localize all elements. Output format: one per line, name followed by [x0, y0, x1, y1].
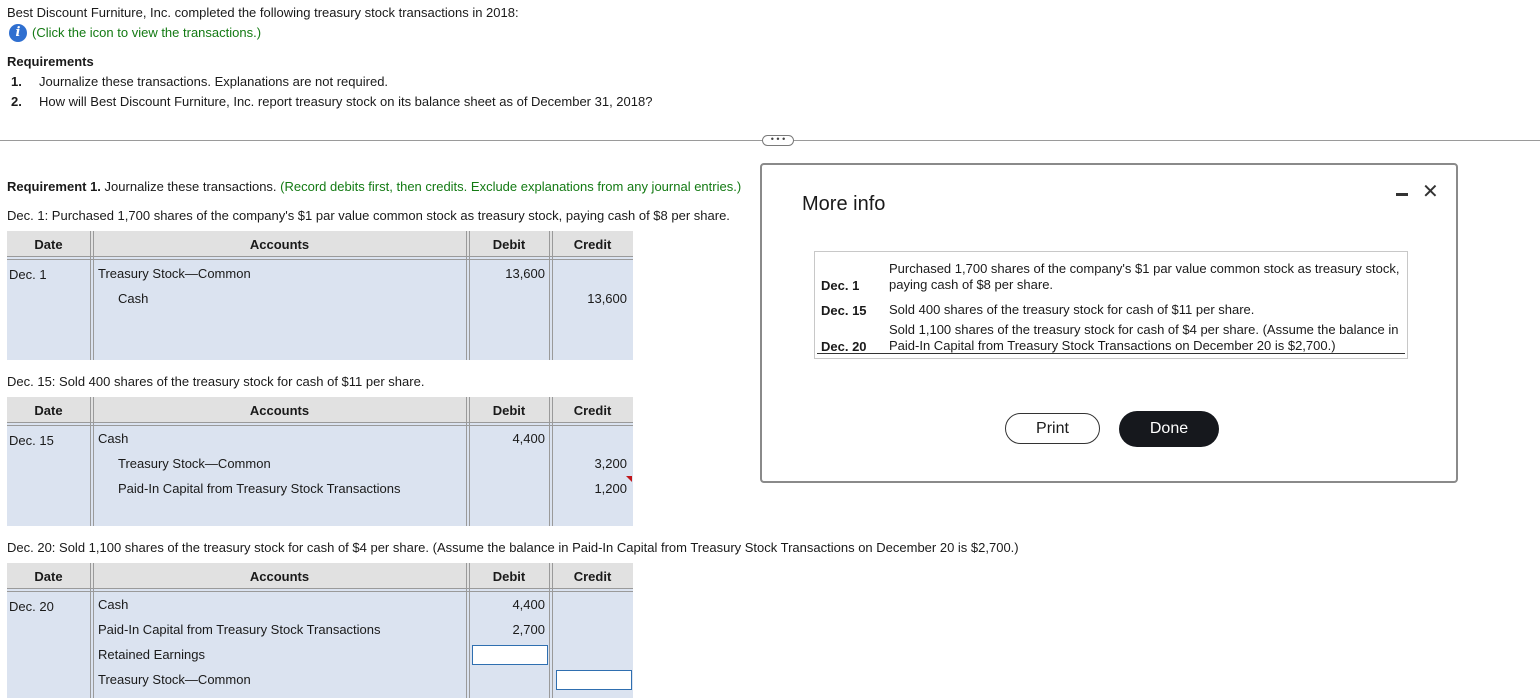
intro-text: Best Discount Furniture, Inc. completed the following treasury stock transactions in 2018:: [7, 5, 519, 20]
transaction-text: paying cash of $8 per share.: [889, 277, 1054, 292]
requirement-1-label: Requirement 1.: [7, 179, 101, 194]
requirement-text: How will Best Discount Furniture, Inc. report treasury stock on its balance sheet as of December 31, 2018?: [39, 94, 653, 109]
account-name[interactable]: Retained Earnings: [98, 647, 205, 662]
transaction-date: Dec. 1: [821, 278, 860, 293]
account-name[interactable]: Cash: [118, 291, 149, 306]
account-name[interactable]: Treasury Stock—Common: [98, 266, 251, 281]
print-button[interactable]: Print: [1005, 413, 1100, 444]
requirement-1-header: [7, 179, 741, 194]
entry-date: Dec. 15: [9, 433, 54, 448]
requirements-title: Requirements: [7, 54, 94, 69]
done-button[interactable]: Done: [1119, 411, 1219, 447]
debit-header: Debit: [492, 569, 526, 584]
transaction-text: Sold 1,100 shares of the treasury stock for cash of $4 per share. (Assume the balance in: [889, 322, 1399, 337]
date-header: Date: [34, 237, 63, 252]
debit-amount[interactable]: 4,400: [512, 431, 545, 446]
info-icon[interactable]: i: [9, 24, 27, 42]
transaction-date: Dec. 15: [821, 303, 867, 318]
requirement-text: Journalize these transactions. Explanations are not required.: [39, 74, 389, 89]
entry-prompt: Dec. 1: Purchased 1,700 shares of the company's $1 par value common stock as treasury stock, paying cash of $8 per share.: [7, 208, 730, 223]
debit-header: Debit: [492, 403, 526, 418]
entry-date: Dec. 20: [9, 599, 54, 614]
account-name[interactable]: Treasury Stock—Common: [98, 672, 251, 687]
requirement-1-instruction: (Record debits first, then credits. Exclude explanations from any journal entries.): [280, 179, 742, 194]
debit-amount[interactable]: 4,400: [512, 597, 545, 612]
credit-amount[interactable]: 3,200: [594, 456, 627, 471]
date-header: Date: [34, 403, 63, 418]
credit-header: Credit: [573, 237, 612, 252]
requirement-number: 1.: [11, 74, 22, 89]
entry-date: Dec. 1: [9, 267, 47, 282]
credit-amount[interactable]: 1,200: [594, 481, 627, 496]
credit-input[interactable]: [556, 670, 632, 690]
account-name[interactable]: Treasury Stock—Common: [118, 456, 271, 471]
entry-prompt: Dec. 15: Sold 400 shares of the treasury stock for cash of $11 per share.: [7, 374, 425, 389]
requirement-number: 2.: [11, 94, 22, 109]
journal-table: [7, 563, 633, 698]
account-name[interactable]: Paid-In Capital from Treasury Stock Transactions: [98, 622, 381, 637]
debit-amount[interactable]: 2,700: [512, 622, 545, 637]
transaction-date: Dec. 20: [821, 339, 867, 354]
account-name[interactable]: Paid-In Capital from Treasury Stock Transactions: [118, 481, 401, 496]
transaction-text: Sold 400 shares of the treasury stock for cash of $11 per share.: [889, 302, 1255, 317]
expand-handle[interactable]: • • •: [762, 135, 794, 146]
accounts-header: Accounts: [249, 403, 310, 418]
accounts-header: Accounts: [249, 237, 310, 252]
debit-input[interactable]: [472, 645, 548, 665]
journal-table: [7, 231, 633, 360]
account-name[interactable]: Cash: [98, 597, 129, 612]
debit-amount[interactable]: 13,600: [505, 266, 545, 281]
transaction-text: Purchased 1,700 shares of the company's $1 par value common stock as treasury stock,: [889, 261, 1400, 276]
dialog-title: More info: [802, 193, 886, 215]
transactions-table: [814, 251, 1408, 359]
feedback-marker-icon: [626, 476, 632, 482]
minimize-icon[interactable]: [1396, 193, 1408, 196]
transaction-text: Paid-In Capital from Treasury Stock Transactions on December 20 is $2,700.): [889, 338, 1336, 353]
credit-header: Credit: [573, 403, 612, 418]
close-icon[interactable]: ✕: [1422, 181, 1439, 203]
credit-header: Credit: [573, 569, 612, 584]
debit-header: Debit: [492, 237, 526, 252]
journal-table: [7, 397, 633, 526]
credit-amount[interactable]: 13,600: [587, 291, 627, 306]
date-header: Date: [34, 569, 63, 584]
account-name[interactable]: Cash: [98, 431, 129, 446]
requirement-1-text: Journalize these transactions.: [104, 179, 277, 194]
entry-prompt: Dec. 20: Sold 1,100 shares of the treasury stock for cash of $4 per share. (Assume the balance in Paid-In Capital from Treasury Stock Transactions on December 20 is $2,700.): [7, 540, 1019, 555]
more-info-dialog: [760, 163, 1458, 483]
accounts-header: Accounts: [249, 569, 310, 584]
view-transactions-link[interactable]: (Click the icon to view the transactions.): [32, 25, 262, 40]
